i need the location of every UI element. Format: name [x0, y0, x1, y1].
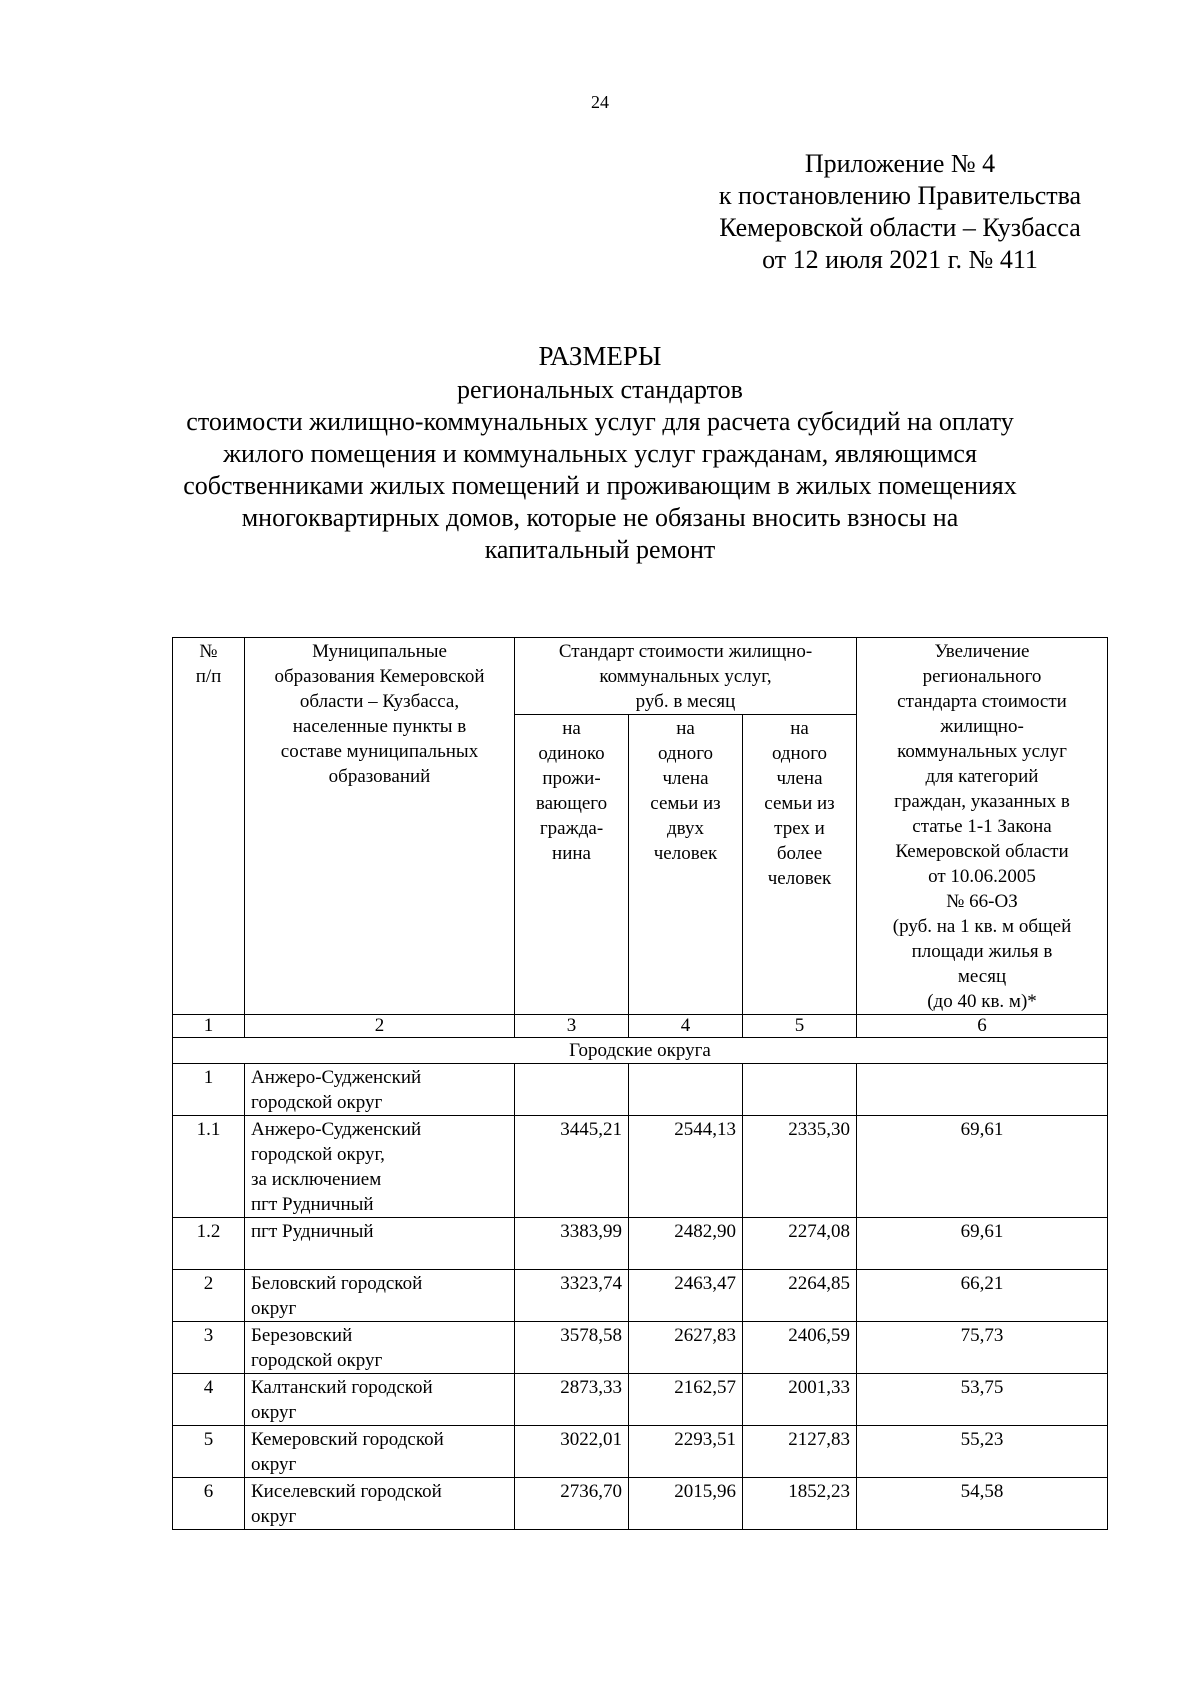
column-index: 1 [173, 1015, 245, 1038]
appendix-header [700, 148, 1100, 276]
row-three: 2127,83 [743, 1426, 857, 1478]
header-two: на одного члена семьи из двух человек [629, 715, 743, 1015]
row-num: 3 [173, 1322, 245, 1374]
column-index: 6 [857, 1015, 1108, 1038]
title-line-3: жилого помещения и коммунальных услуг гражданам, являющимся [223, 439, 977, 468]
row-single: 3578,58 [515, 1322, 629, 1374]
column-index: 5 [743, 1015, 857, 1038]
row-single: 3323,74 [515, 1270, 629, 1322]
title-line-5: многоквартирных домов, которые не обязаны вносить взносы на [241, 503, 959, 532]
table-header-row [173, 638, 1108, 715]
row-num: 1.2 [173, 1218, 245, 1270]
row-num: 1.1 [173, 1116, 245, 1218]
header-standard: Стандарт стоимости жилищно- коммунальных услуг, руб. в месяц [515, 638, 857, 715]
column-index: 3 [515, 1015, 629, 1038]
table-row [173, 1064, 1108, 1116]
header-increase: Увеличение регионального стандарта стоимости жилищно- коммунальных услуг для категорий граждан, указанных в статье 1-1 Закона Кемеровской области от 10.06.2005 № 66-ОЗ (руб. на 1 кв. м общей площади жилья в месяц (до 40 кв. м)* [857, 638, 1108, 1015]
row-increase: 66,21 [857, 1270, 1108, 1322]
row-three: 2406,59 [743, 1322, 857, 1374]
row-three: 1852,23 [743, 1478, 857, 1530]
row-num: 2 [173, 1270, 245, 1322]
row-three: 2001,33 [743, 1374, 857, 1426]
appendix-line-4: от 12 июля 2021 г. № 411 [762, 245, 1038, 274]
header-three: на одного члена семьи из трех и более человек [743, 715, 857, 1015]
header-single: на одиноко прожи- вающего гражда- нина [515, 715, 629, 1015]
page-number: 24 [591, 92, 609, 112]
appendix-line-1: Приложение № 4 [804, 149, 996, 178]
row-num: 4 [173, 1374, 245, 1426]
row-increase: 75,73 [857, 1322, 1108, 1374]
row-two: 2482,90 [629, 1218, 743, 1270]
row-single: 3383,99 [515, 1218, 629, 1270]
row-two: 2463,47 [629, 1270, 743, 1322]
row-two [629, 1064, 743, 1116]
row-municipality: Анжеро-Судженский городской округ [245, 1064, 515, 1116]
column-index-row [173, 1015, 1108, 1038]
title-heading: РАЗМЕРЫ [538, 341, 662, 371]
table-row [173, 1218, 1108, 1270]
row-num: 6 [173, 1478, 245, 1530]
header-municipality: Муниципальные образования Кемеровской области – Кузбасса, населенные пункты в составе муниципальных образований [245, 638, 515, 1015]
header-num: № п/п [173, 638, 245, 1015]
row-three: 2264,85 [743, 1270, 857, 1322]
row-three: 2274,08 [743, 1218, 857, 1270]
row-two: 2015,96 [629, 1478, 743, 1530]
appendix-line-3: Кемеровской области – Кузбасса [719, 213, 1081, 242]
row-num: 5 [173, 1426, 245, 1478]
row-single: 3022,01 [515, 1426, 629, 1478]
row-num: 1 [173, 1064, 245, 1116]
row-three: 2335,30 [743, 1116, 857, 1218]
row-two: 2544,13 [629, 1116, 743, 1218]
title-line-4: собственниками жилых помещений и проживающим в жилых помещениях [183, 471, 1017, 500]
column-index: 4 [629, 1015, 743, 1038]
row-three [743, 1064, 857, 1116]
table-row [173, 1270, 1108, 1322]
row-municipality: Кемеровский городской округ [245, 1426, 515, 1478]
section-title: Городские округа [173, 1038, 1108, 1064]
row-increase: 55,23 [857, 1426, 1108, 1478]
row-single: 3445,21 [515, 1116, 629, 1218]
table-row [173, 1426, 1108, 1478]
row-municipality: Киселевский городской округ [245, 1478, 515, 1530]
row-two: 2627,83 [629, 1322, 743, 1374]
row-municipality: Беловский городской округ [245, 1270, 515, 1322]
row-single: 2873,33 [515, 1374, 629, 1426]
row-single: 2736,70 [515, 1478, 629, 1530]
table-row [173, 1374, 1108, 1426]
row-increase: 54,58 [857, 1478, 1108, 1530]
title-line-2: стоимости жилищно-коммунальных услуг для расчета субсидий на оплату [186, 407, 1014, 436]
document-title [150, 340, 1050, 566]
row-municipality: Анжеро-Судженский городской округ, за исключением пгт Рудничный [245, 1116, 515, 1218]
row-two: 2293,51 [629, 1426, 743, 1478]
row-two: 2162,57 [629, 1374, 743, 1426]
row-increase: 69,61 [857, 1116, 1108, 1218]
column-index: 2 [245, 1015, 515, 1038]
row-single [515, 1064, 629, 1116]
row-increase: 69,61 [857, 1218, 1108, 1270]
table-row [173, 1116, 1108, 1218]
row-increase [857, 1064, 1108, 1116]
row-municipality: Калтанский городской округ [245, 1374, 515, 1426]
title-line-1: региональных стандартов [457, 375, 743, 404]
title-line-6: капитальный ремонт [484, 535, 716, 564]
standards-table [172, 637, 1108, 1530]
row-municipality: пгт Рудничный [245, 1218, 515, 1270]
table-row [173, 1322, 1108, 1374]
table-row [173, 1478, 1108, 1530]
row-municipality: Березовский городской округ [245, 1322, 515, 1374]
appendix-line-2: к постановлению Правительства [718, 181, 1082, 210]
section-row [173, 1038, 1108, 1064]
row-increase: 53,75 [857, 1374, 1108, 1426]
